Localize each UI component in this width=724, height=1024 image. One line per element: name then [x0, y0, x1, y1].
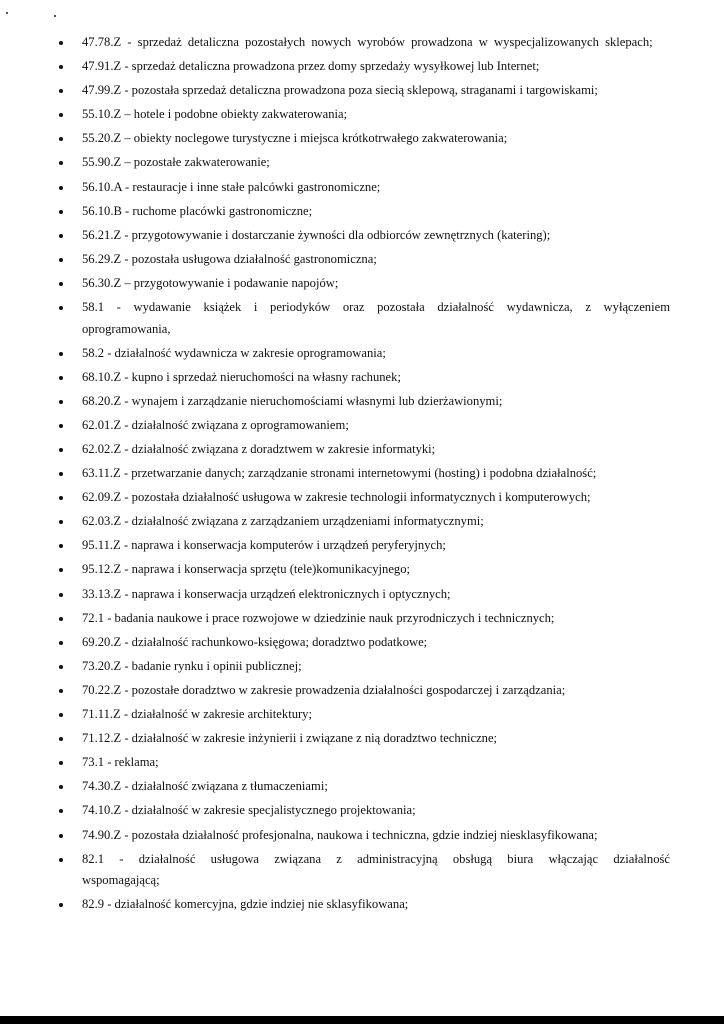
bullet-icon: [59, 41, 63, 45]
list-item-text: 47.91.Z - sprzedaż detaliczna prowadzona przez domy sprzedaży wysyłkowej lub Internet;: [82, 59, 540, 74]
bullet-icon: [59, 424, 63, 428]
bullet-icon: [59, 496, 63, 500]
list-item: [58, 128, 670, 150]
list-item-text: 70.22.Z - pozostałe doradztwo w zakresie prowadzenia działalności gospodarczej i zarządzania;: [82, 682, 566, 697]
list-item: [58, 80, 670, 102]
list-item-text: 62.01.Z - działalność związana z oprogramowaniem;: [82, 417, 349, 432]
list-item-text: 73.20.Z - badanie rynku i opinii publicznej;: [82, 658, 302, 673]
bullet-icon: [59, 234, 63, 238]
list-item: [58, 535, 670, 557]
list-item-text: 71.12.Z - działalność w zakresie inżynierii i związane z nią doradztwo techniczne;: [82, 731, 498, 746]
list-item-text: 55.10.Z – hotele i podobne obiekty zakwaterowania;: [82, 107, 348, 122]
list-item: [58, 104, 670, 126]
list-item-text: 55.20.Z – obiekty noclegowe turystyczne i miejsca krótkotrwałego zakwaterowania;: [82, 131, 508, 146]
list-item-text: 68.20.Z - wynajem i zarządzanie nieruchomościami własnymi lub dzierżawionymi;: [82, 393, 503, 408]
list-item: [58, 559, 670, 581]
bullet-icon: [59, 593, 63, 597]
bullet-icon: [59, 617, 63, 621]
list-item-text: 74.30.Z - działalność związana z tłumaczeniami;: [82, 779, 328, 794]
list-item-text: 62.03.Z - działalność związana z zarządzaniem urządzeniami informatycznymi;: [82, 514, 484, 529]
bullet-icon: [59, 306, 63, 310]
list-item: [58, 249, 670, 271]
document-page: [58, 32, 670, 918]
list-item-text: 82.1 - działalność usługowa związana z administracyjną obsługą biura włączając działalność wspomagającą;: [82, 851, 670, 888]
list-item-text: 74.90.Z - pozostała działalność profesjonalna, naukowa i techniczna, gdzie indziej niesklasyfikowana;: [82, 827, 598, 842]
list-item: [58, 800, 670, 822]
list-item-text: 62.02.Z - działalność związana z doradztwem w zakresie informatyki;: [82, 442, 436, 456]
scan-bottom-edge: [0, 1016, 724, 1024]
bullet-icon: [59, 689, 63, 693]
list-item: [58, 297, 670, 340]
bullet-icon: [59, 352, 63, 356]
list-item-text: 58.1 - wydawanie książek i periodyków oraz pozostała działalność wydawnicza, z wyłączeniem oprogramowania,: [82, 300, 670, 336]
list-item: [58, 728, 670, 750]
list-item-text: 55.90.Z – pozostałe zakwaterowanie;: [82, 155, 270, 170]
list-item-text: 69.20.Z - działalność rachunkowo-księgowa; doradztwo podatkowe;: [82, 634, 428, 649]
list-item-text: 73.1 - reklama;: [82, 755, 159, 770]
bullet-icon: [59, 858, 63, 862]
list-item-text: 47.99.Z - pozostała sprzedaż detaliczna prowadzona poza siecią sklepową, straganami i targowiskami;: [82, 83, 598, 98]
list-item: [58, 752, 670, 774]
list-item: [58, 32, 670, 54]
list-item: [58, 584, 670, 606]
list-item: [58, 487, 670, 509]
list-item: [58, 343, 670, 365]
bullet-icon: [59, 161, 63, 165]
list-item-text: 95.11.Z - naprawa i konserwacja komputerów i urządzeń peryferyjnych;: [82, 538, 446, 553]
bullet-icon: [59, 65, 63, 69]
bullet-icon: [59, 258, 63, 262]
list-item-text: 68.10.Z - kupno i sprzedaż nieruchomości na własny rachunek;: [82, 369, 401, 384]
bullet-icon: [59, 568, 63, 572]
list-item: [58, 894, 670, 916]
list-item-text: 47.78.Z - sprzedaż detaliczna pozostałych nowych wyrobów prowadzona w wyspecjalizowanych sklepach;: [82, 35, 653, 49]
bullet-icon: [59, 472, 63, 476]
bullet-icon: [59, 665, 63, 669]
activity-code-list: [58, 32, 670, 916]
list-item-text: 56.10.A - restauracje i inne stałe palcówki gastronomiczne;: [82, 179, 381, 194]
bullet-icon: [59, 400, 63, 404]
list-item-text: 56.29.Z - pozostała usługowa działalność gastronomiczna;: [82, 251, 377, 266]
list-item-text: 72.1 - badania naukowe i prace rozwojowe w dziedzinie nauk przyrodniczych i technicznych;: [82, 610, 555, 625]
bullet-icon: [59, 448, 63, 452]
list-item: [58, 849, 670, 892]
scan-speck: [6, 12, 8, 14]
list-item: [58, 152, 670, 174]
list-item-text: 56.21.Z - przygotowywanie i dostarczanie żywności dla odbiorców zewnętrznych (katering);: [82, 227, 551, 242]
list-item-text: 82.9 - działalność komercyjna, gdzie indziej nie sklasyfikowana;: [82, 897, 409, 912]
bullet-icon: [59, 834, 63, 838]
list-item: [58, 391, 670, 413]
bullet-icon: [59, 210, 63, 214]
list-item: [58, 415, 670, 437]
list-item: [58, 511, 670, 533]
list-item: [58, 177, 670, 199]
bullet-icon: [59, 89, 63, 93]
list-item: [58, 608, 670, 630]
list-item-text: 63.11.Z - przetwarzanie danych; zarządzanie stronami internetowymi (hosting) i podobna działalność;: [82, 466, 597, 481]
bullet-icon: [59, 809, 63, 813]
list-item: [58, 367, 670, 389]
list-item: [58, 273, 670, 295]
bullet-icon: [59, 903, 63, 907]
list-item-text: 33.13.Z - naprawa i konserwacja urządzeń elektronicznych i optycznych;: [82, 586, 451, 601]
list-item: [58, 225, 670, 247]
bullet-icon: [59, 137, 63, 141]
bullet-icon: [59, 520, 63, 524]
list-item: [58, 825, 670, 847]
bullet-icon: [59, 713, 63, 717]
list-item: [58, 632, 670, 654]
bullet-icon: [59, 544, 63, 548]
list-item-text: 74.10.Z - działalność w zakresie specjalistycznego projektowania;: [82, 803, 416, 818]
list-item-text: 56.10.B - ruchome placówki gastronomiczne;: [82, 203, 313, 218]
list-item: [58, 56, 670, 78]
bullet-icon: [59, 282, 63, 286]
bullet-icon: [59, 186, 63, 190]
list-item-text: 56.30.Z – przygotowywanie i podawanie napojów;: [82, 275, 339, 290]
list-item-text: 58.2 - działalność wydawnicza w zakresie oprogramowania;: [82, 345, 386, 360]
list-item-text: 62.09.Z - pozostała działalność usługowa w zakresie technologii informatycznych i komputerowych;: [82, 490, 591, 505]
list-item: [58, 776, 670, 798]
list-item: [58, 656, 670, 678]
bullet-icon: [59, 376, 63, 380]
scan-speck: [54, 15, 56, 17]
list-item: [58, 704, 670, 726]
bullet-icon: [59, 737, 63, 741]
list-item: [58, 463, 670, 485]
bullet-icon: [59, 785, 63, 789]
list-item: [58, 439, 670, 461]
bullet-icon: [59, 113, 63, 117]
list-item: [58, 201, 670, 223]
list-item: [58, 680, 670, 702]
bullet-icon: [59, 761, 63, 765]
list-item-text: 71.11.Z - działalność w zakresie architektury;: [82, 707, 312, 722]
list-item-text: 95.12.Z - naprawa i konserwacja sprzętu (tele)komunikacyjnego;: [82, 562, 411, 577]
bullet-icon: [59, 641, 63, 645]
